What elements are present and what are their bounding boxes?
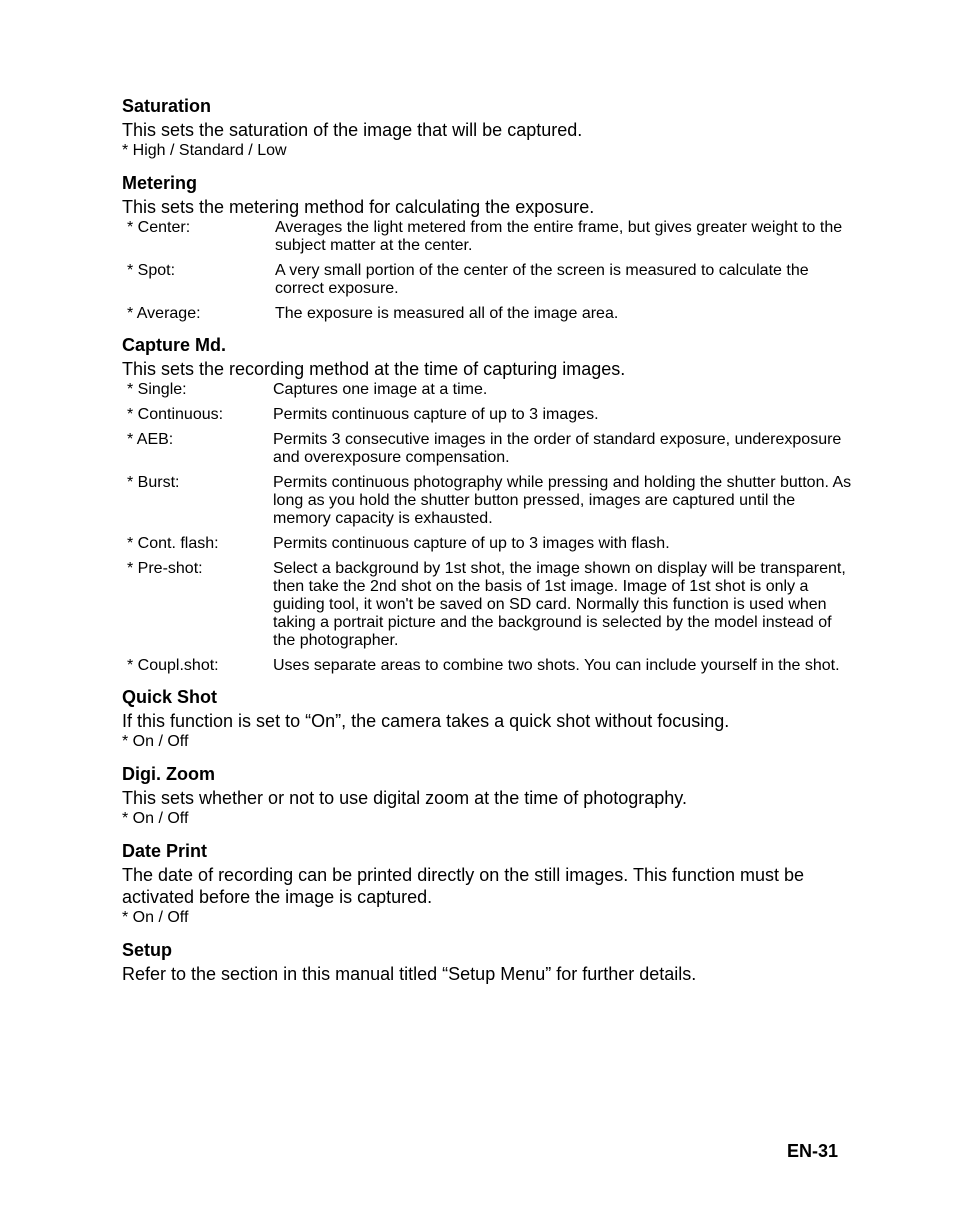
section-heading: Quick Shot [122, 687, 218, 707]
section-metering [122, 173, 857, 323]
definition-text: Select a background by 1st shot, the image shown on display will be transparent, then take the 2nd shot on the basis of 1st image. Image of 1st shot is only a guiding tool, it won't be saved on SD card. Normally this function is used when taking a portrait picture and the background is selected by the model instead of the photographer. [273, 560, 846, 649]
definition-item [122, 406, 857, 424]
section-saturation [122, 96, 857, 161]
definition-item [122, 535, 857, 553]
section-heading: Digi. Zoom [122, 764, 215, 784]
section-digi-zoom [122, 764, 857, 829]
definition-text: A very small portion of the center of the screen is measured to calculate the correct exposure. [275, 262, 809, 297]
definition-term: * Average: [127, 305, 201, 322]
section-description: This sets the metering method for calculating the exposure. [122, 197, 595, 217]
definition-list [122, 219, 857, 323]
section-options: * High / Standard / Low [122, 142, 287, 159]
definition-item [122, 474, 857, 528]
section-heading: Metering [122, 173, 198, 193]
definition-item [122, 305, 857, 323]
definition-text: Permits 3 consecutive images in the order of standard exposure, underexposure and overexposure compensation. [273, 431, 842, 466]
section-description: This sets the recording method at the time of capturing images. [122, 359, 626, 379]
section-heading: Capture Md. [122, 335, 227, 355]
definition-text: The exposure is measured all of the image area. [275, 305, 619, 322]
definition-term: * Spot: [127, 262, 176, 279]
section-description: This sets whether or not to use digital zoom at the time of photography. [122, 788, 687, 808]
section-date-print [122, 841, 857, 928]
definition-item [122, 431, 857, 467]
definition-term: * AEB: [127, 431, 174, 448]
definition-text: Uses separate areas to combine two shots. You can include yourself in the shot. [273, 657, 840, 674]
definition-text: Captures one image at a time. [273, 381, 488, 398]
section-capture-mode [122, 335, 857, 675]
definition-item [122, 560, 857, 650]
section-setup [122, 940, 857, 985]
manual-page [122, 96, 857, 997]
definition-item [122, 381, 857, 399]
definition-term: * Center: [127, 219, 191, 236]
section-quick-shot [122, 687, 857, 752]
section-heading: Date Print [122, 841, 208, 861]
definition-term: * Cont. flash: [127, 535, 219, 552]
section-description: This sets the saturation of the image that will be captured. [122, 120, 583, 140]
definition-text: Permits continuous capture of up to 3 images. [273, 406, 599, 423]
definition-term: * Burst: [127, 474, 180, 491]
section-options: * On / Off [122, 810, 189, 827]
section-heading: Saturation [122, 96, 212, 116]
definition-text: Permits continuous photography while pressing and holding the shutter button. As long as you hold the shutter button pressed, images are captured until the memory capacity is exhausted. [273, 474, 852, 527]
definition-item [122, 219, 857, 255]
definition-text: Averages the light metered from the entire frame, but gives greater weight to the subject matter at the center. [275, 219, 843, 254]
definition-text: Permits continuous capture of up to 3 images with flash. [273, 535, 670, 552]
definition-term: * Continuous: [127, 406, 224, 423]
section-description: The date of recording can be printed directly on the still images. This function must be activated before the image is captured. [122, 865, 805, 907]
definition-term: * Pre-shot: [127, 560, 203, 577]
definition-item [122, 657, 857, 675]
section-description: Refer to the section in this manual titled “Setup Menu” for further details. [122, 964, 697, 984]
section-options: * On / Off [122, 909, 189, 926]
section-heading: Setup [122, 940, 173, 960]
section-description: If this function is set to “On”, the camera takes a quick shot without focusing. [122, 711, 730, 731]
definition-item [122, 262, 857, 298]
section-options: * On / Off [122, 733, 189, 750]
definition-term: * Coupl.shot: [127, 657, 219, 674]
page-number: EN-31 [786, 1141, 838, 1161]
definition-term: * Single: [127, 381, 187, 398]
definition-list [122, 381, 857, 675]
